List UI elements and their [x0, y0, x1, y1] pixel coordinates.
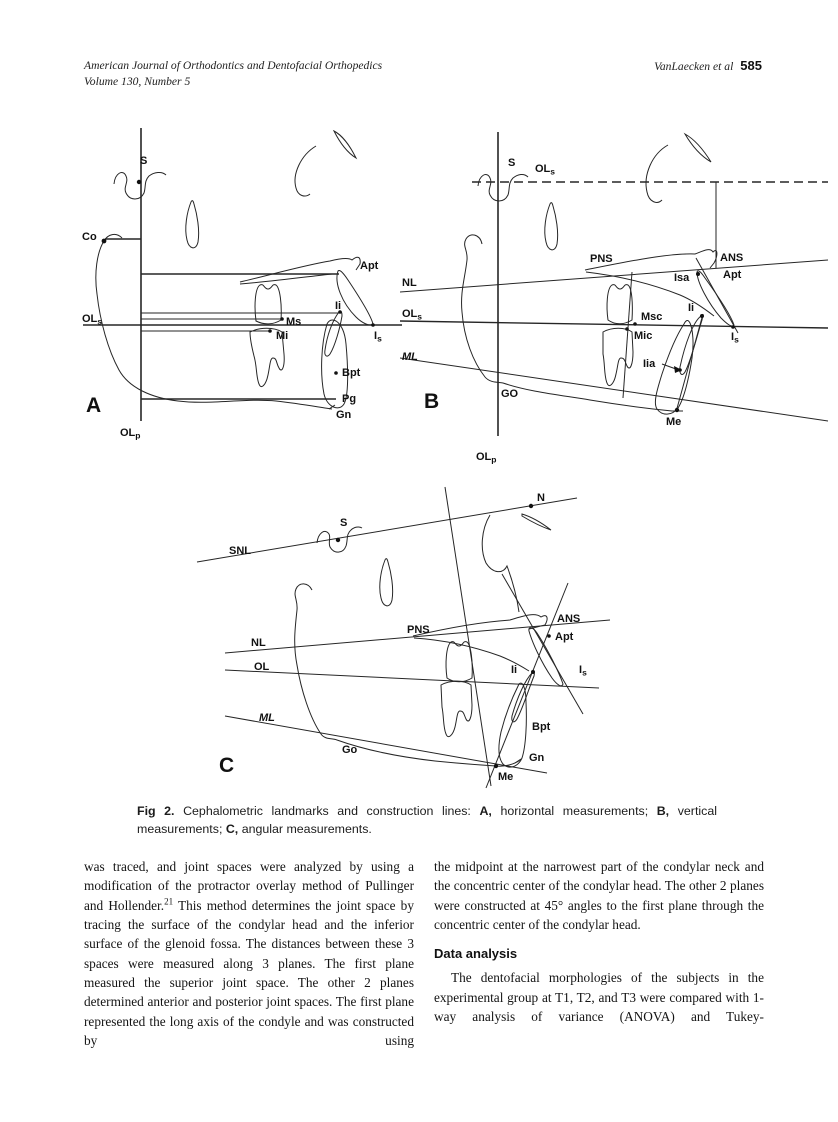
- label-gn: Gn: [336, 409, 352, 421]
- caption-fig-label: Fig 2.: [137, 804, 175, 818]
- ms-dot: [280, 317, 284, 321]
- label-is: $I_s$: [579, 664, 587, 678]
- cranial-curve: [646, 145, 668, 202]
- label-ols: $OL_s$: [82, 313, 103, 327]
- ii-dot: [700, 314, 704, 318]
- diagram-b-vertical-measurements: [400, 120, 830, 475]
- label-olp: $OL_p$: [476, 451, 497, 465]
- is-dot: [371, 323, 375, 327]
- label-gn: Gn: [529, 752, 545, 764]
- nasal-bone-fragment: [522, 514, 551, 530]
- upper-molar: [255, 285, 281, 324]
- label-apt: Apt: [723, 269, 742, 281]
- ol-line: [225, 670, 599, 688]
- mi-dot: [268, 329, 272, 333]
- landmark-dots-c: [336, 504, 551, 768]
- reference-superscript: 21: [164, 896, 174, 907]
- label-ans: ANS: [720, 252, 744, 264]
- palate-upper-border: [240, 257, 360, 282]
- lower-incisor: [325, 311, 342, 356]
- caption-b-text: vertical measurements;: [137, 804, 717, 836]
- is-dot: [731, 325, 735, 329]
- running-head-right: [430, 58, 762, 75]
- chin-symphysis: [499, 683, 526, 767]
- body-right-column: [434, 857, 764, 1026]
- cranial-curve: [295, 146, 316, 196]
- labels-b: [402, 157, 743, 465]
- teardrop-outline: [380, 559, 393, 606]
- label-pg: Pg: [342, 393, 357, 405]
- label-ii: Ii: [335, 300, 342, 312]
- condyle-head: [104, 234, 122, 241]
- label-s: S: [340, 517, 348, 529]
- label-ii: Ii: [511, 664, 518, 676]
- label-s: S: [140, 155, 148, 167]
- label-me: Me: [666, 416, 682, 428]
- panel-letter-b: B: [424, 390, 440, 413]
- label-msc: Msc: [641, 311, 663, 323]
- upper-incisor: [337, 271, 373, 325]
- label-ml: ML: [402, 351, 418, 363]
- n-dot: [529, 504, 533, 508]
- s-dot: [336, 538, 340, 542]
- section-heading-data-analysis: Data analysis: [434, 946, 518, 962]
- labels-a: [82, 155, 382, 441]
- label-bpt: Bpt: [532, 721, 551, 733]
- label-nl: NL: [402, 277, 417, 289]
- label-is: $I_s$: [374, 330, 382, 344]
- ii-dot: [531, 670, 535, 674]
- diagram-a-horizontal-measurements: [80, 118, 410, 463]
- ml-line: [400, 358, 828, 421]
- sella-outline: [478, 174, 528, 201]
- lower-molar: [441, 681, 472, 736]
- label-ans: ANS: [557, 613, 581, 625]
- s-dot: [137, 180, 141, 184]
- caption-c-label: C,: [225, 821, 239, 836]
- label-go: Go: [342, 744, 358, 756]
- upper-molar: [446, 642, 472, 682]
- label-ol: OL: [254, 661, 270, 673]
- label-nl: NL: [251, 637, 266, 649]
- label-bpt: Bpt: [342, 367, 361, 379]
- bpt-dot: [334, 371, 338, 375]
- teardrop-outline: [545, 203, 558, 250]
- anatomy-c: [295, 514, 563, 767]
- caption-a-text: horizontal measurements;: [491, 804, 657, 818]
- isa-dot: [696, 272, 700, 276]
- label-ols: $OL_s$: [402, 308, 423, 322]
- authors: VanLaecken et al: [654, 60, 734, 73]
- label-go: GO: [501, 388, 519, 400]
- label-mi: Mi: [276, 330, 289, 342]
- co-dot: [102, 239, 107, 244]
- label-iia: Iia: [643, 358, 656, 370]
- label-co: Co: [82, 231, 97, 243]
- paragraph-methods-continued: was traced, and joint spaces were analyzed by using a modification of the protractor overlay method of Pullinger and Hollender.$^{21}$ This method determines the joint space by tracing the surface of the condylar head and the inferior surface of the glenoid fossa. The distances between these 3 spaces were measured along 3 planes. The first plane measured the superior joint space. The other 2 planes determined anterior and posterior joint spaces. The first plane represented the long axis of the condyle and was constructed by using: [84, 859, 414, 1049]
- sella-outline: [114, 172, 166, 199]
- figure-caption: [137, 803, 717, 838]
- label-ml: ML: [259, 712, 275, 724]
- label-mic: Mic: [634, 330, 653, 342]
- paragraph-data-analysis: The dentofacial morphologies of the subjects in the experimental group at T1, T2, and T3 were compared with 1-way analysis of variance (ANOVA) and Tukey-: [434, 970, 764, 1025]
- caption-intro: Cephalometric landmarks and construction lines:: [174, 804, 480, 818]
- body-left-column: [84, 857, 414, 1050]
- label-apt: Apt: [555, 631, 574, 643]
- panel-letter-a: A: [86, 394, 102, 417]
- label-ols-top: $OL_s$: [535, 163, 556, 177]
- iia-dot: [678, 368, 682, 372]
- label-pns: PNS: [407, 624, 430, 636]
- anatomy-b: [462, 134, 734, 414]
- upper-incisor-axis: [502, 574, 583, 714]
- label-s: S: [508, 157, 516, 169]
- label-olp: $OL_p$: [120, 427, 141, 441]
- caption-b-label: B,: [656, 804, 670, 818]
- label-is: $I_s$: [731, 331, 739, 345]
- facial-diagonal-line: [445, 487, 491, 786]
- teardrop-outline: [186, 201, 199, 248]
- diagram-c-angular-measurements: [185, 470, 665, 800]
- paragraph-planes: the midpoint at the narrowest part of the condylar neck and the concentric center of the condylar head. The other 2 planes were constructed at 45° angles to the first plane through the concentric center of the condylar head.: [434, 859, 764, 933]
- frontal-nasal-curve: [482, 515, 519, 612]
- cranial-fragment: [334, 131, 356, 158]
- label-snl: SNL: [229, 545, 251, 557]
- label-me: Me: [498, 771, 514, 783]
- journal-title: American Journal of Orthodontics and Dentofacial Orthopedics: [84, 59, 383, 72]
- label-ms: Ms: [286, 316, 302, 328]
- caption-c-text: angular measurements.: [238, 821, 372, 836]
- label-n: N: [537, 492, 545, 504]
- label-pns: PNS: [590, 253, 613, 265]
- lower-molar: [603, 328, 633, 385]
- label-ii: Ii: [688, 302, 695, 314]
- cranial-fragment: [685, 134, 711, 162]
- page-number: 585: [740, 58, 762, 73]
- snl-line: [197, 498, 577, 562]
- msc-dot: [633, 322, 637, 326]
- panel-letter-c: C: [219, 754, 235, 777]
- caption-a-label: A,: [479, 804, 492, 818]
- label-isa: Isa: [674, 272, 690, 284]
- label-apt: Apt: [360, 260, 379, 272]
- me-dot: [675, 408, 679, 412]
- construction-lines-b: [400, 132, 828, 436]
- landmark-dots-b: [625, 272, 735, 412]
- apt-dot: [547, 634, 551, 638]
- me-dot: [494, 764, 498, 768]
- anatomy-a: [96, 131, 373, 409]
- palate-lower-border: [586, 272, 714, 316]
- volume-issue: Volume 130, Number 5: [84, 74, 191, 88]
- mic-dot: [625, 327, 629, 331]
